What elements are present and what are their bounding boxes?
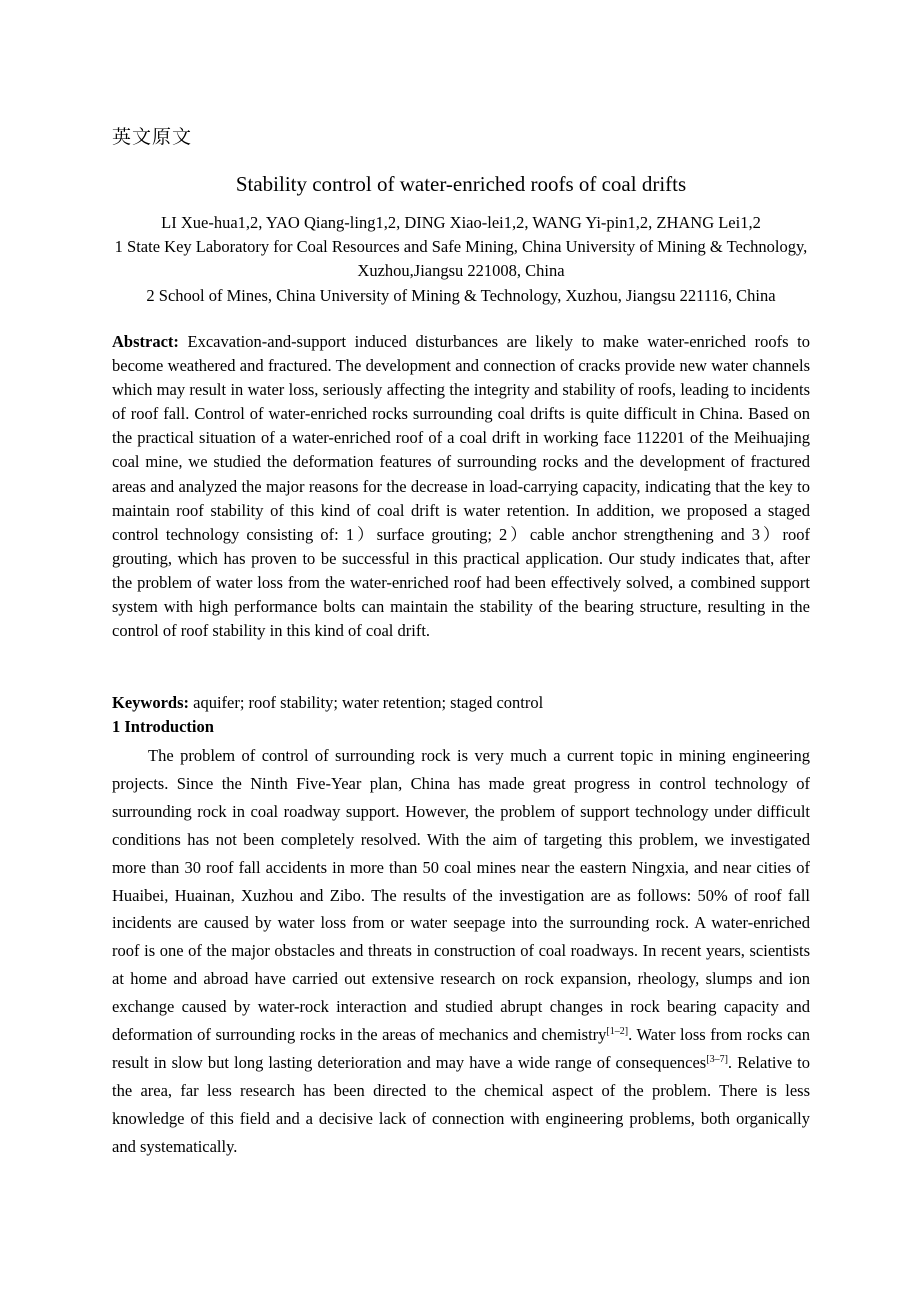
section-label: 英文原文: [112, 126, 193, 148]
author-list: LI Xue-hua1,2, YAO Qiang-ling1,2, DING Xiao-lei1,2, WANG Yi-pin1,2, ZHANG Lei1,2: [161, 213, 761, 232]
keywords-text: aquifer; roof stability; water retention; staged control: [189, 693, 544, 712]
section-heading: 1 Introduction: [112, 717, 214, 736]
abstract-label: Abstract:: [112, 332, 179, 351]
keywords-label: Keywords:: [112, 693, 189, 712]
citation-1: [1–2]: [606, 1026, 629, 1038]
citation-2: [3–7]: [706, 1053, 728, 1065]
intro-text-2: . Water loss from rocks can result in slow but long lasting deterioration and may have a wide range of consequences: [112, 1025, 810, 1072]
abstract: [112, 330, 810, 643]
abstract-text: Excavation-and-support induced disturbances are likely to make water-enriched roofs to become weathered and fractured. The development and connection of cracks provide new water channels which may result in water loss, seriously affecting the integrity and stability of roofs, leading to incidents of roof fall. Control of water-enriched rocks surrounding coal drifts is quite difficult in China. Based on the practical situation of a water-enriched roof of a coal drift in working face 112201 of the Meihuajing coal mine, we studied the deformation features of surrounding rocks and the development of fractured areas and analyzed the major reasons for the decrease in load-carrying capacity, indicating that the key to maintain roof stability of this kind of coal drift is water retention. In addition, we proposed a staged control technology consisting of: 1）surface grouting; 2）cable anchor strengthening and 3）roof grouting, which has proven to be successful in this practical application. Our study indicates that, after the problem of water loss from the water-enriched roof had been effectively solved, a combined support system with high performance bolts can maintain the stability of the bearing structure, resulting in the control of roof stability in this kind of coal drift.: [112, 332, 810, 641]
affiliation-1: 1 State Key Laboratory for Coal Resources and Safe Mining, China University of Mining & Technology, Xuzhou,Jiangsu 221008, China: [114, 237, 808, 281]
keywords: [112, 691, 810, 715]
paper-title: Stability control of water-enriched roofs of coal drifts: [235, 172, 687, 196]
intro-text-3: . Relative to the area, far less research has been directed to the chemical aspect of the problem. There is less knowledge of this field and a decisive lack of connection with engineering problems, both organically and systematically.: [112, 1052, 810, 1156]
author-block: [112, 211, 810, 308]
introduction-paragraph: [112, 742, 810, 1161]
intro-text-1: The problem of control of surrounding rock is very much a current topic in mining engineering projects. Since the Ninth Five-Year plan, China has made great progress in control technology of surrounding rock in coal roadway support. However, the problem of support technology under difficult conditions has not been completely resolved. With the aim of targeting this problem, we investigated more than 30 roof fall accidents in more than 50 coal mines near the eastern Ningxia, and near cities of Huaibei, Huainan, Xuzhou and Zibo. The results of the investigation are as follows: 50% of roof fall incidents are caused by water loss from or water seepage into the surrounding rock. A water-enriched roof is one of the major obstacles and threats in construction of coal roadways. In recent years, scientists at home and abroad have carried out extensive research on rock expansion, rheology, slumps and ion exchange caused by water-rock interaction and studied abrupt changes in rock bearing capacity and deformation of surrounding rocks in the areas of mechanics and chemistry: [112, 746, 810, 1045]
affiliation-2: 2 School of Mines, China University of Mining & Technology, Xuzhou, Jiangsu 221116, China: [146, 285, 776, 305]
